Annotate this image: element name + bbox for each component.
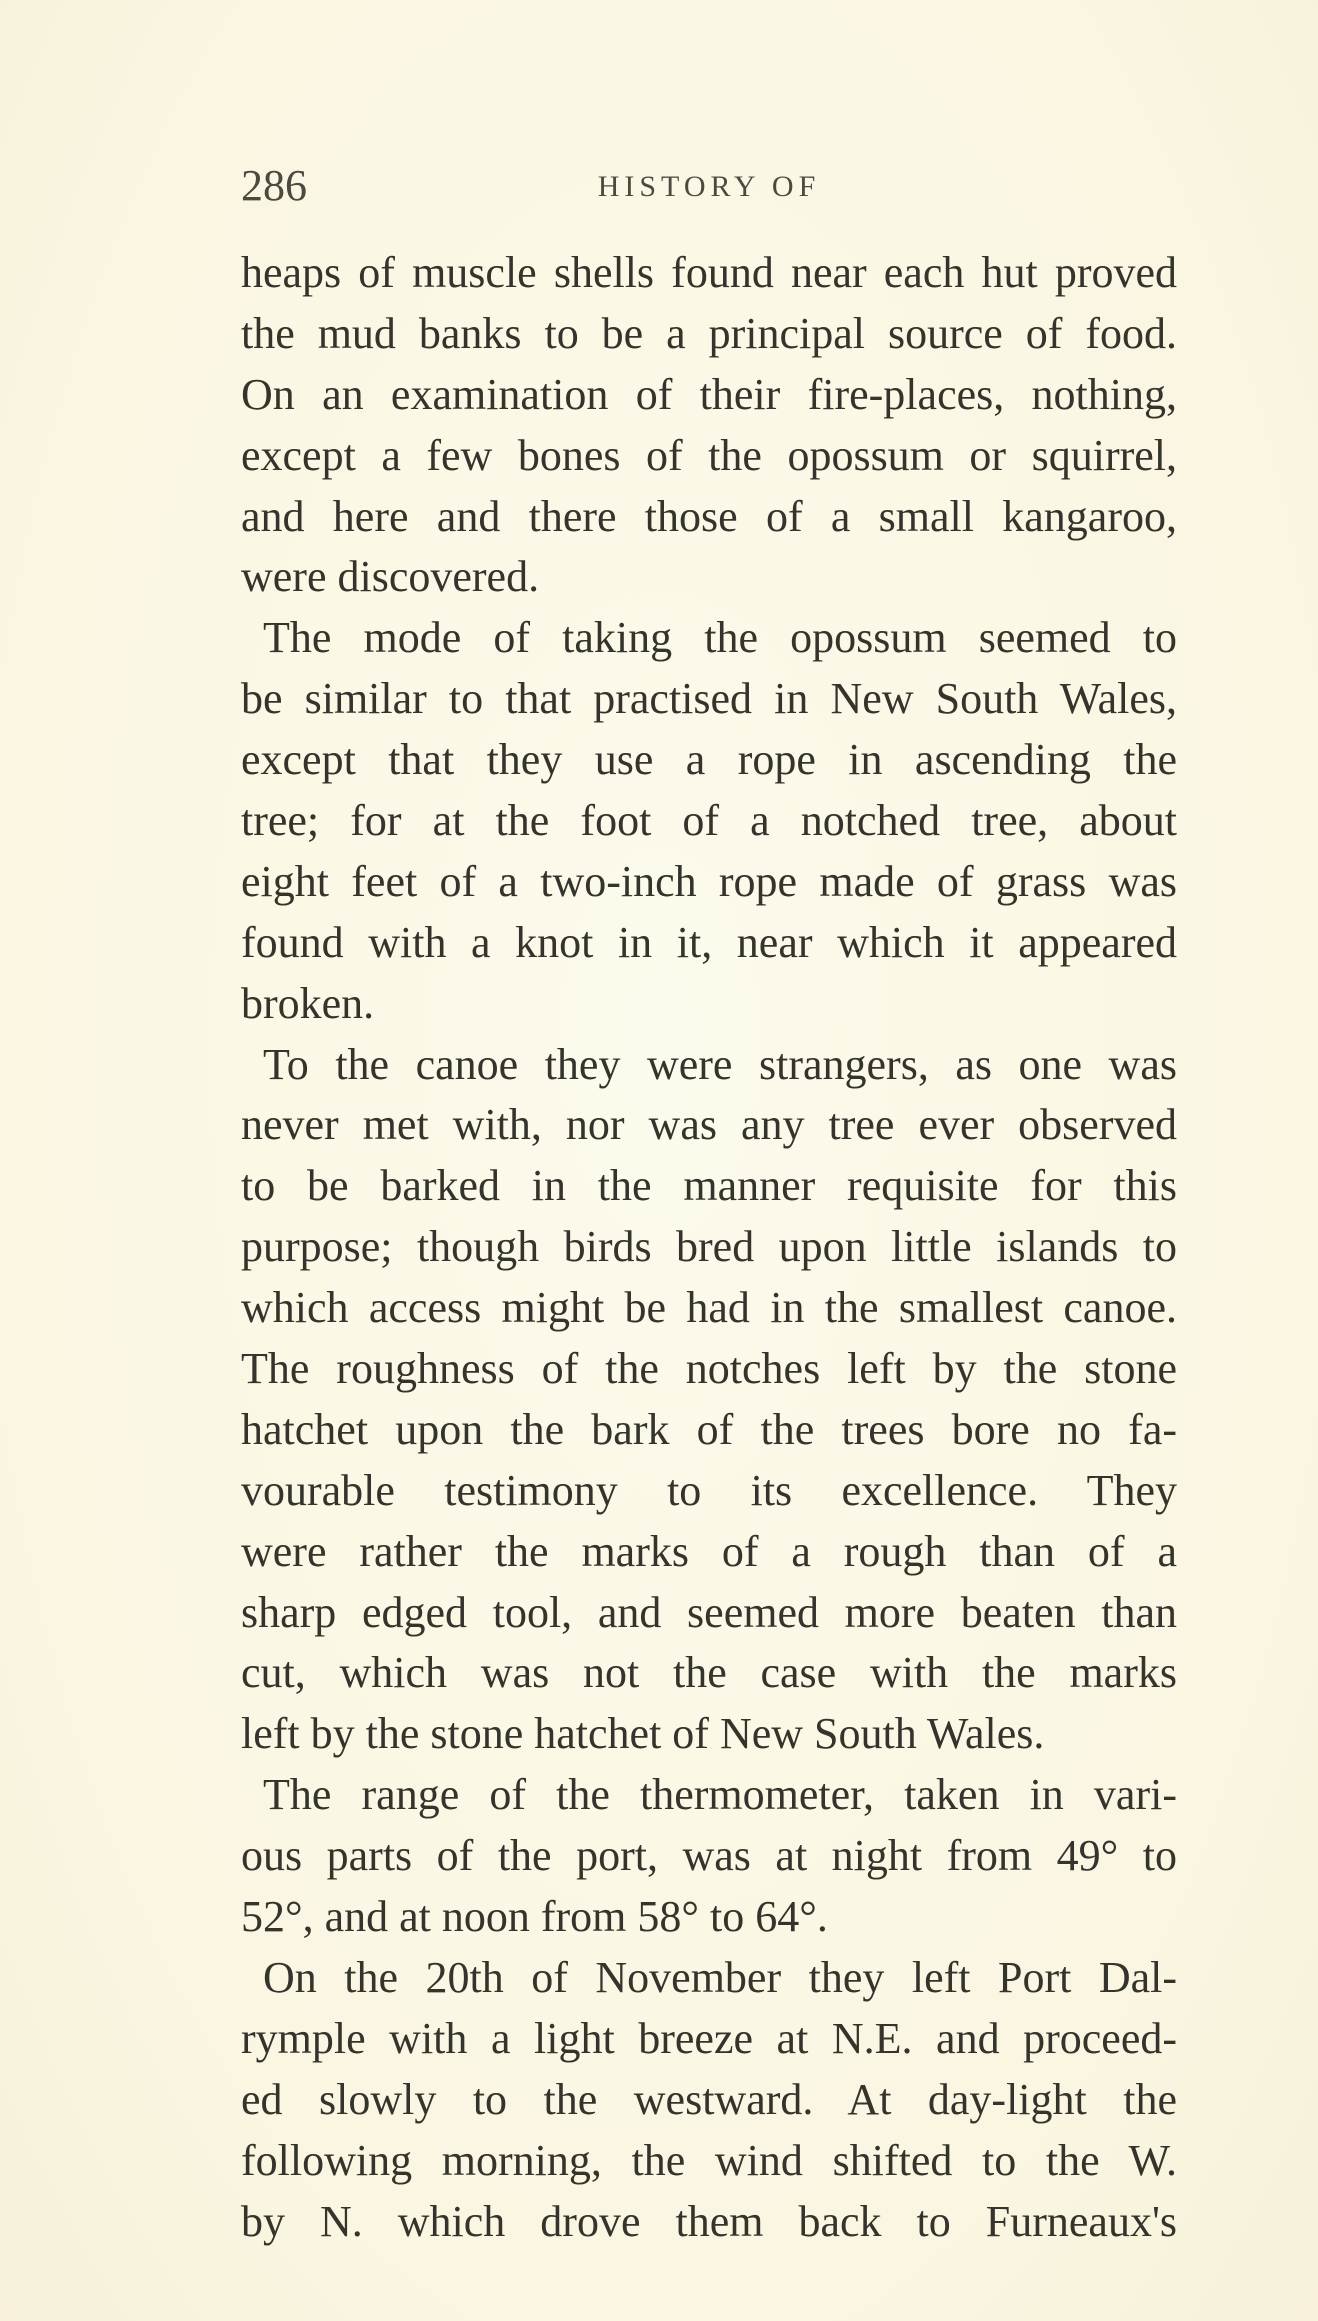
- text-line: were rather the marks of a rough than of a: [241, 1526, 1177, 1576]
- text-line: On an examination of their fire-places, nothing,: [241, 369, 1177, 419]
- text-line: the mud banks to be a principal source of food.: [241, 308, 1177, 358]
- paragraph: [241, 608, 1177, 1034]
- text-line: ed slowly to the westward. At day-light the: [241, 2074, 1177, 2124]
- text-line: except that they use a rope in ascending the: [241, 735, 1177, 785]
- text-line: sharp edged tool, and seemed more beaten than: [241, 1587, 1177, 1637]
- paragraph: [241, 1948, 1177, 2252]
- text-line: never met with, nor was any tree ever observed: [241, 1100, 1177, 1150]
- text-line: The roughness of the notches left by the stone: [241, 1344, 1177, 1394]
- text-line: purpose; though birds bred upon little islands to: [241, 1222, 1177, 1272]
- text-line: and here and there those of a small kangaroo,: [241, 491, 1177, 541]
- text-line: ous parts of the port, was at night from 49° to: [241, 1831, 1177, 1881]
- text-line: tree; for at the foot of a notched tree, about: [241, 796, 1177, 846]
- paragraph: [241, 243, 1177, 608]
- text-line: were discovered.: [241, 552, 540, 602]
- text-line: On the 20th of November they left Port Dal-: [263, 1952, 1177, 2002]
- text-line: 52°, and at noon from 58° to 64°.: [241, 1892, 828, 1942]
- page-header: [241, 160, 1177, 220]
- paragraph: [241, 1765, 1177, 1948]
- text-line: heaps of muscle shells found near each hut proved: [241, 248, 1177, 297]
- text-line: by N. which drove them back to Furneaux's: [241, 2196, 1177, 2246]
- running-head: HISTORY OF: [597, 170, 821, 203]
- text-line: left by the stone hatchet of New South Wales.: [241, 1709, 1045, 1759]
- text-line: be similar to that practised in New South Wales,: [241, 674, 1177, 724]
- text-line: vourable testimony to its excellence. They: [241, 1465, 1177, 1515]
- text-line: following morning, the wind shifted to the W.: [241, 2135, 1177, 2185]
- text-line: which access might be had in the smallest canoe.: [241, 1283, 1177, 1333]
- text-line: cut, which was not the case with the marks: [241, 1648, 1177, 1698]
- text-line: found with a knot in it, near which it appeared: [241, 917, 1177, 967]
- text-line: eight feet of a two-inch rope made of grass was: [241, 856, 1177, 906]
- text-line: rymple with a light breeze at N.E. and proceed-: [241, 2013, 1177, 2063]
- text-line: broken.: [241, 978, 375, 1028]
- text-line: to be barked in the manner requisite for this: [241, 1161, 1177, 1211]
- text-line: hatchet upon the bark of the trees bore no fa-: [241, 1404, 1177, 1454]
- text-line: except a few bones of the opossum or squirrel,: [241, 430, 1177, 480]
- page-number: 286: [241, 161, 307, 210]
- paragraph: [241, 1035, 1177, 1766]
- text-line: The mode of taking the opossum seemed to: [263, 613, 1177, 663]
- text-line: To the canoe they were strangers, as one was: [263, 1039, 1177, 1089]
- body-text: [241, 243, 1177, 2252]
- text-line: The range of the thermometer, taken in vari-: [263, 1770, 1177, 1820]
